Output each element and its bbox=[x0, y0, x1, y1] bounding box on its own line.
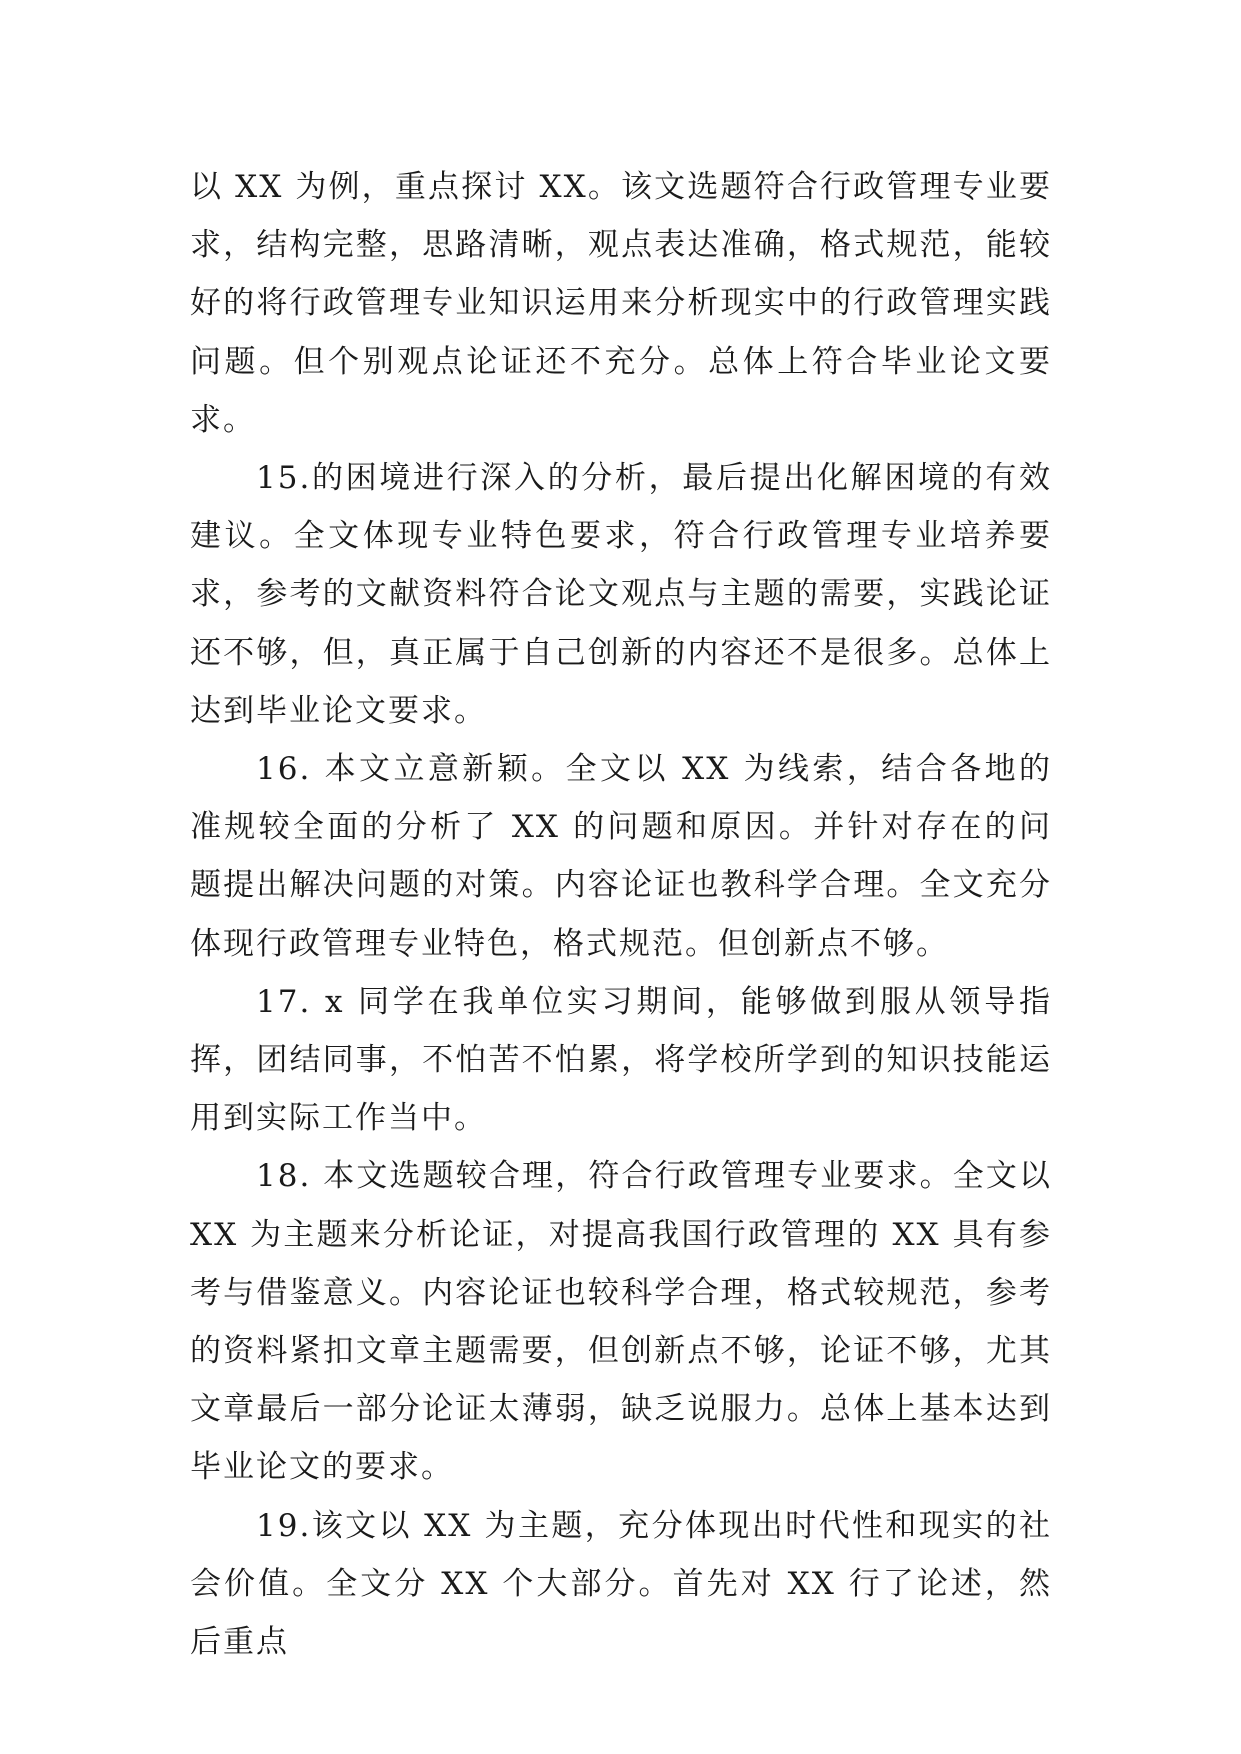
paragraph-continuation: 以 XX 为例，重点探讨 XX。该文选题符合行政管理专业要求，结构完整，思路清晰，观点表达准确，格式规范，能较好的将行政管理专业知识运用来分析现实中的行政管理实践问题。但个别观点论证还不充分。总体上符合毕业论文要求。 bbox=[190, 169, 1052, 438]
paragraph-item-16: 16. 本文立意新颖。全文以 XX 为线索，结合各地的准规较全面的分析了 XX 的问题和原因。并针对存在的问题提出解决问题的对策。内容论证也教科学合理。全文充分体现行政管理专业特色，格式规范。但创新点不够。 bbox=[190, 751, 1052, 962]
paragraph-item-17: 17. x 同学在我单位实习期间，能够做到服从领导指挥，团结同事，不怕苦不怕累，将学校所学到的知识技能运用到实际工作当中。 bbox=[190, 983, 1052, 1137]
paragraph-item-15: 15.的困境进行深入的分析，最后提出化解困境的有效建议。全文体现专业特色要求，符合行政管理专业培养要求，参考的文献资料符合论文观点与主题的需要，实践论证还不够，但，真正属于自己创新的内容还不是很多。总体上达到毕业论文要求。 bbox=[190, 460, 1052, 729]
paragraph-item-18: 18. 本文选题较合理，符合行政管理专业要求。全文以 XX 为主题来分析论证，对提高我国行政管理的 XX 具有参考与借鉴意义。内容论证也较科学合理，格式较规范，参考的资料紧扣文章主题需要，但创新点不够，论证不够，尤其文章最后一部分论证太薄弱，缺乏说服力。总体上基本达到毕业论文的要求。 bbox=[190, 1158, 1052, 1486]
document-body bbox=[190, 158, 1052, 1671]
paragraph-item-19: 19.该文以 XX 为主题，充分体现出时代性和现实的社会价值。全文分 XX 个大部分。首先对 XX 行了论述，然后重点 bbox=[190, 1507, 1052, 1661]
